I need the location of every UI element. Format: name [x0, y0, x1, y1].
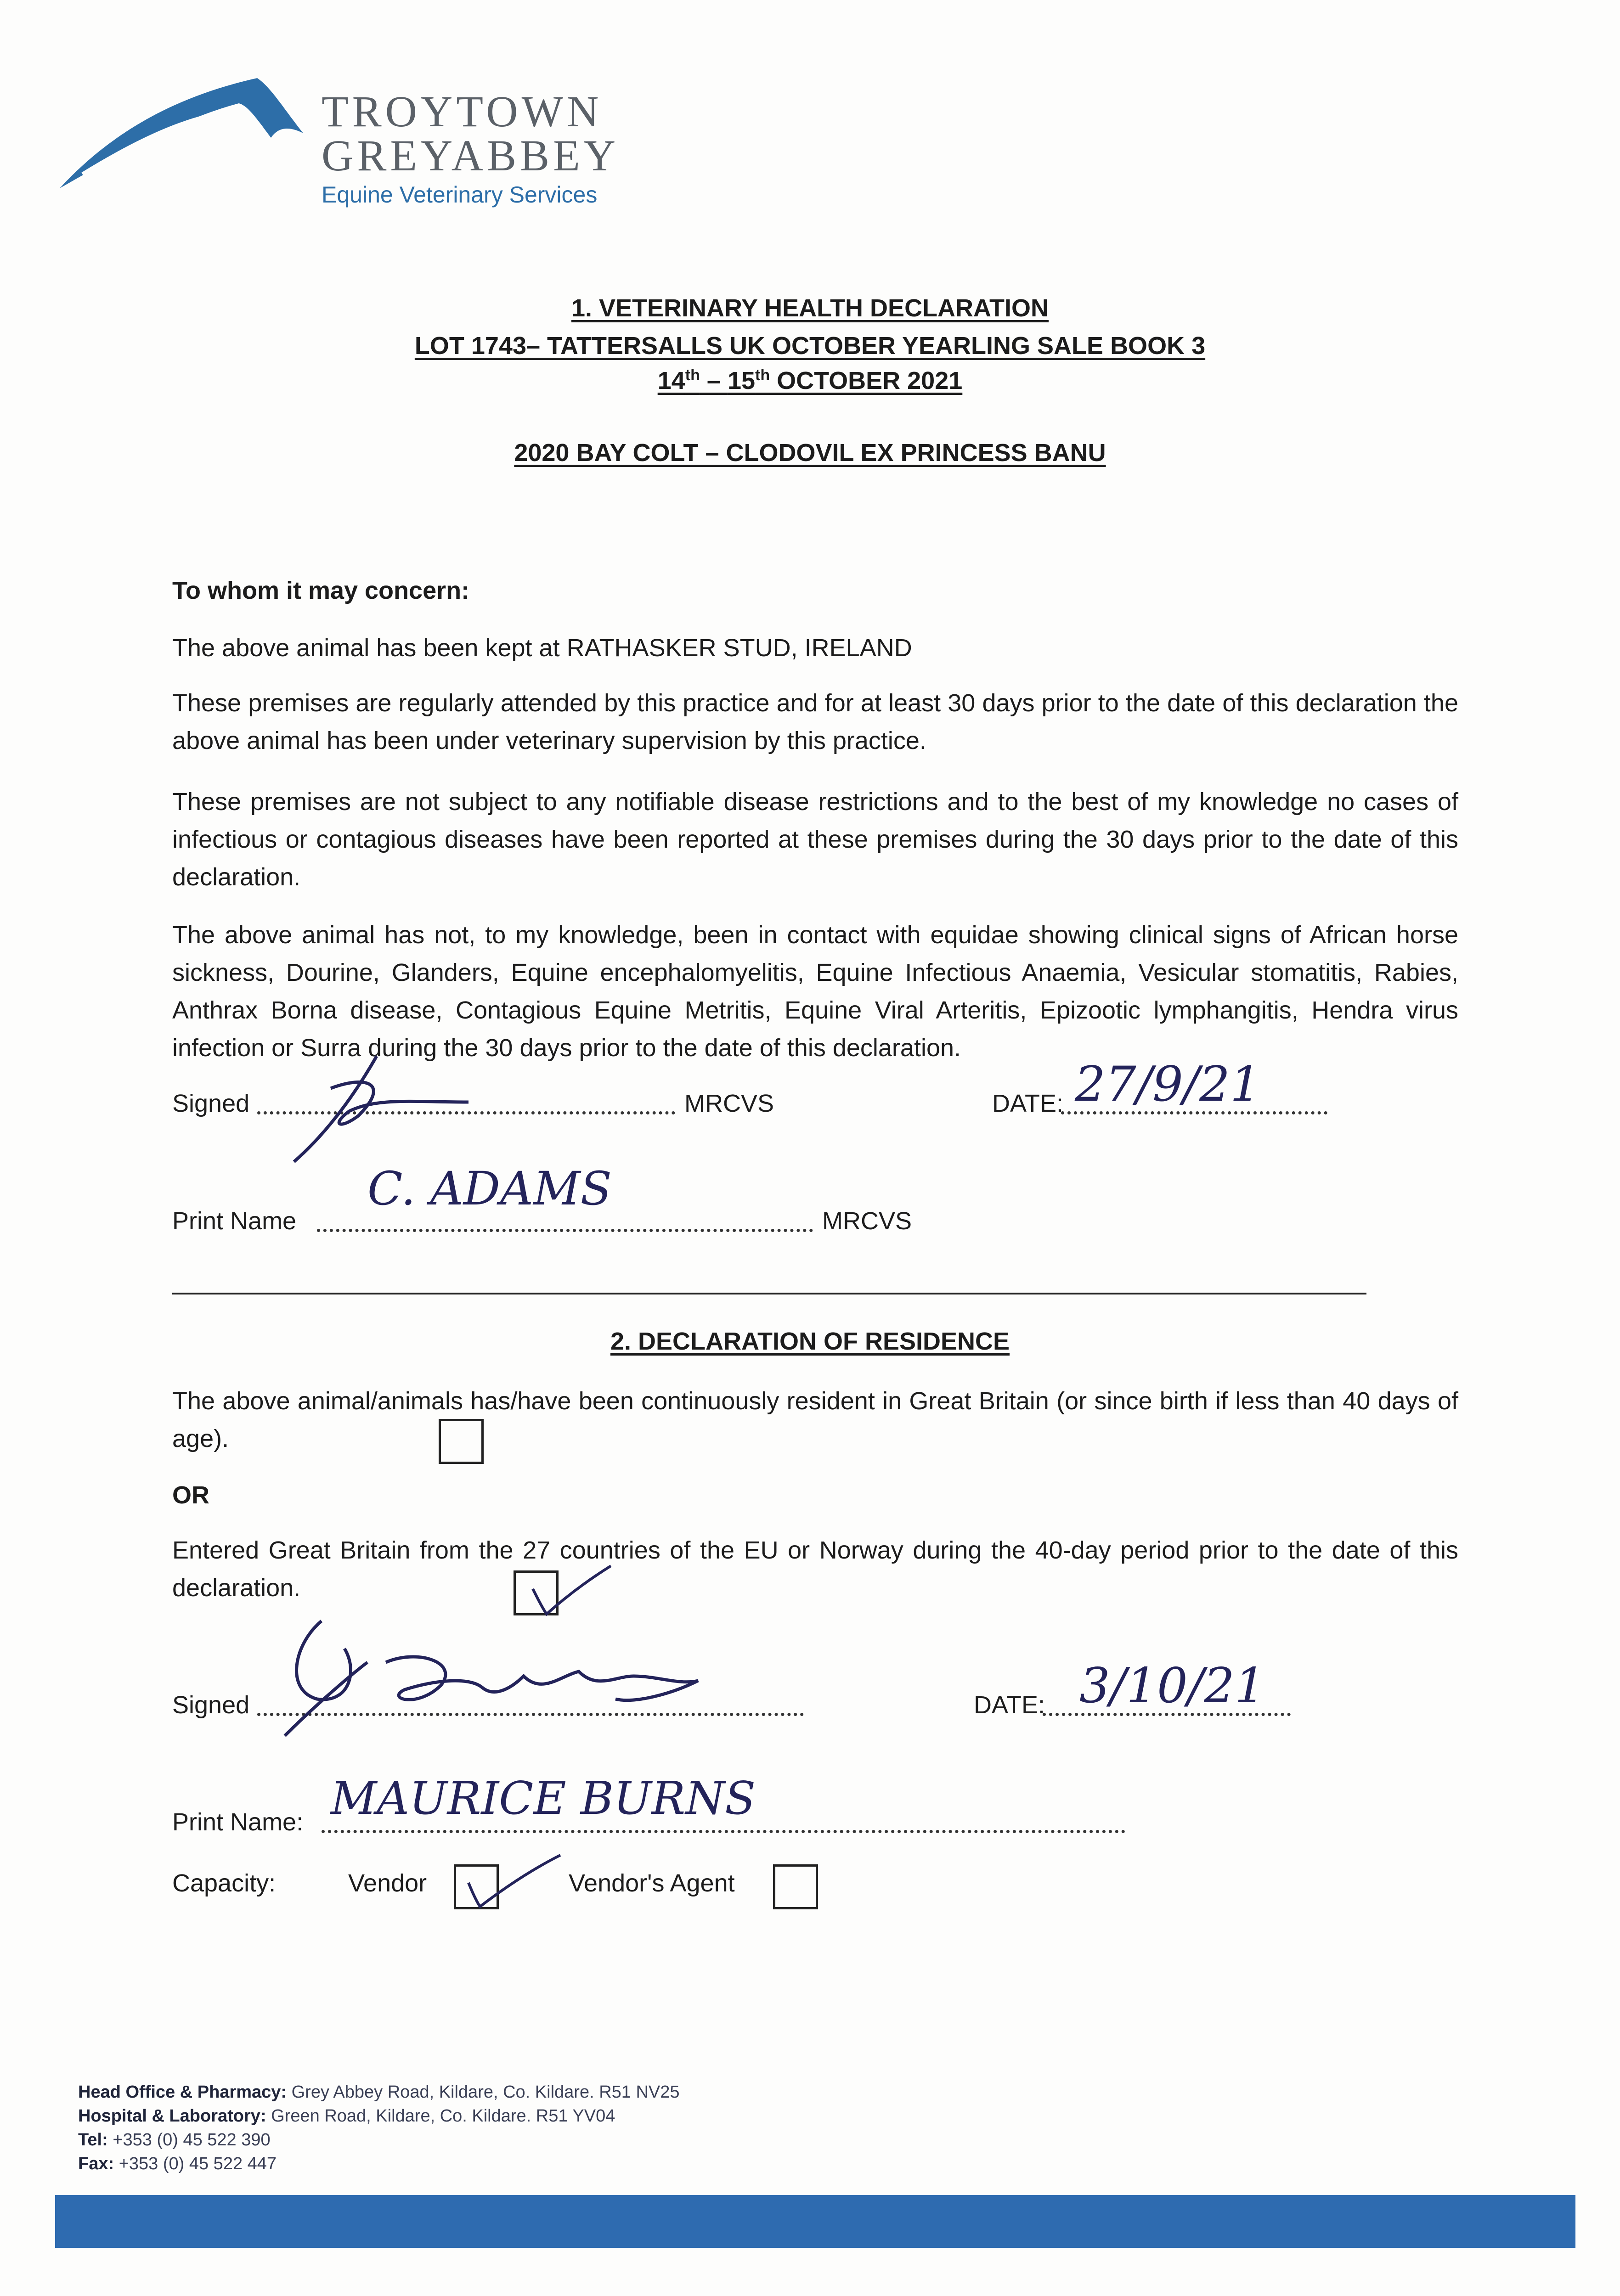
vendor-signature	[266, 1607, 818, 1754]
residence-option1: The above animal/animals has/have been continuously resident in Great Britain (or since birth if less than 40 days of age).	[172, 1387, 1458, 1452]
vendor-option-label: Vendor	[348, 1869, 427, 1897]
vendor-date-value: 3/10/21	[1079, 1658, 1265, 1714]
sale-date-dash: –	[700, 367, 728, 394]
brand-logo	[322, 87, 620, 208]
sale-date-rest: OCTOBER 2021	[770, 367, 963, 394]
brand-name-line2: GREYABBEY	[322, 131, 620, 180]
vendor-date-label: DATE:	[974, 1691, 1045, 1719]
footer-fax	[78, 2152, 680, 2176]
footer-head-office-label: Head Office & Pharmacy:	[78, 2082, 287, 2102]
footer-tel-label: Tel:	[78, 2130, 108, 2150]
vendor-print-name-value: MAURICE BURNS	[331, 1773, 756, 1825]
footer-tel	[78, 2128, 680, 2152]
residence-option1-checkbox[interactable]	[439, 1419, 484, 1464]
sale-date-sup1: th	[685, 366, 700, 384]
vendor-agent-checkbox[interactable]	[773, 1864, 818, 1909]
sale-date-day2: 15	[727, 367, 756, 394]
vendor-print-name-label: Print Name:	[172, 1808, 304, 1836]
footer-tel-number: +353 (0) 45 522 390	[113, 2130, 271, 2150]
vendor-agent-option-label: Vendor's Agent	[569, 1869, 735, 1897]
brand-subtitle: Equine Veterinary Services	[322, 182, 598, 208]
footer-band	[55, 2195, 1575, 2248]
salutation: To whom it may concern:	[172, 577, 470, 604]
footer-hospital-label: Hospital & Laboratory:	[78, 2106, 266, 2126]
premises-paragraph: The above animal has been kept at RATHASKER STUD, IRELAND	[172, 634, 912, 662]
footer-contact	[78, 2080, 680, 2176]
vet-signature	[276, 1047, 514, 1176]
vet-print-suffix: MRCVS	[822, 1207, 912, 1235]
vet-date-label: DATE:	[992, 1090, 1064, 1117]
vendor-checkmark	[459, 1846, 570, 1915]
supervision-paragraph: These premises are regularly attended by this practice and for at least 30 days prior to the date of this declaration the above animal has been under veterinary supervision by this practice.	[172, 689, 1458, 754]
residence-option2: Entered Great Britain from the 27 countries of the EU or Norway during the 40-day period prior to the date of this declaration.	[172, 1536, 1458, 1602]
footer-hospital-address: Green Road, Kildare, Co. Kildare. R51 YV04	[271, 2106, 615, 2126]
or-separator: OR	[172, 1481, 209, 1509]
sale-date-sup2: th	[755, 366, 770, 384]
section-divider	[172, 1293, 1366, 1294]
footer-head-office	[78, 2080, 680, 2104]
vet-print-name-value: C. ADAMS	[367, 1162, 612, 1216]
horse-head-swoosh-icon	[55, 60, 312, 197]
horse-description: 2020 BAY COLT – CLODOVIL EX PRINCESS BANU	[514, 439, 1106, 467]
section1-title: 1. VETERINARY HEALTH DECLARATION	[571, 294, 1049, 322]
capacity-label: Capacity:	[172, 1869, 276, 1897]
vendor-signed-label: Signed	[172, 1691, 250, 1719]
lot-line: LOT 1743– TATTERSALLS UK OCTOBER YEARLING SALE BOOK 3	[414, 332, 1206, 360]
footer-head-office-address: Grey Abbey Road, Kildare, Co. Kildare. R51 NV25	[291, 2082, 680, 2102]
vendor-print-name-line	[322, 1830, 1125, 1833]
sale-dates	[0, 366, 1620, 395]
brand-name-line1: TROYTOWN	[322, 87, 603, 136]
footer-hospital	[78, 2104, 680, 2128]
vet-date-value: 27/9/21	[1075, 1056, 1261, 1112]
vet-print-name-line	[317, 1229, 813, 1232]
sale-date-day1: 14	[657, 367, 685, 394]
vet-signed-label: Signed	[172, 1090, 250, 1117]
footer-fax-label: Fax:	[78, 2154, 114, 2173]
footer-fax-number: +353 (0) 45 522 447	[119, 2154, 277, 2173]
restrictions-paragraph: These premises are not subject to any notifiable disease restrictions and to the best of my knowledge no cases of infectious or contagious diseases have been reported at these premises during the 30 days prior to the date of this declaration.	[172, 788, 1458, 891]
vet-signed-suffix: MRCVS	[684, 1090, 774, 1117]
section2-title: 2. DECLARATION OF RESIDENCE	[610, 1328, 1010, 1355]
vet-print-name-label: Print Name	[172, 1207, 297, 1235]
diseases-paragraph: The above animal has not, to my knowledge, been in contact with equidae showing clinical signs of African horse sickness, Dourine, Glanders, Equine encephalomyelitis, Equine Infectious Anaemia, Vesicular stomatitis, Rabies, Anthrax Borna disease, Contagious Equine Metritis, Equine Viral Arteritis, Epizootic lymphangitis, Hendra virus infection or Surra during the 30 days prior to the date of this declaration.	[172, 921, 1458, 1062]
